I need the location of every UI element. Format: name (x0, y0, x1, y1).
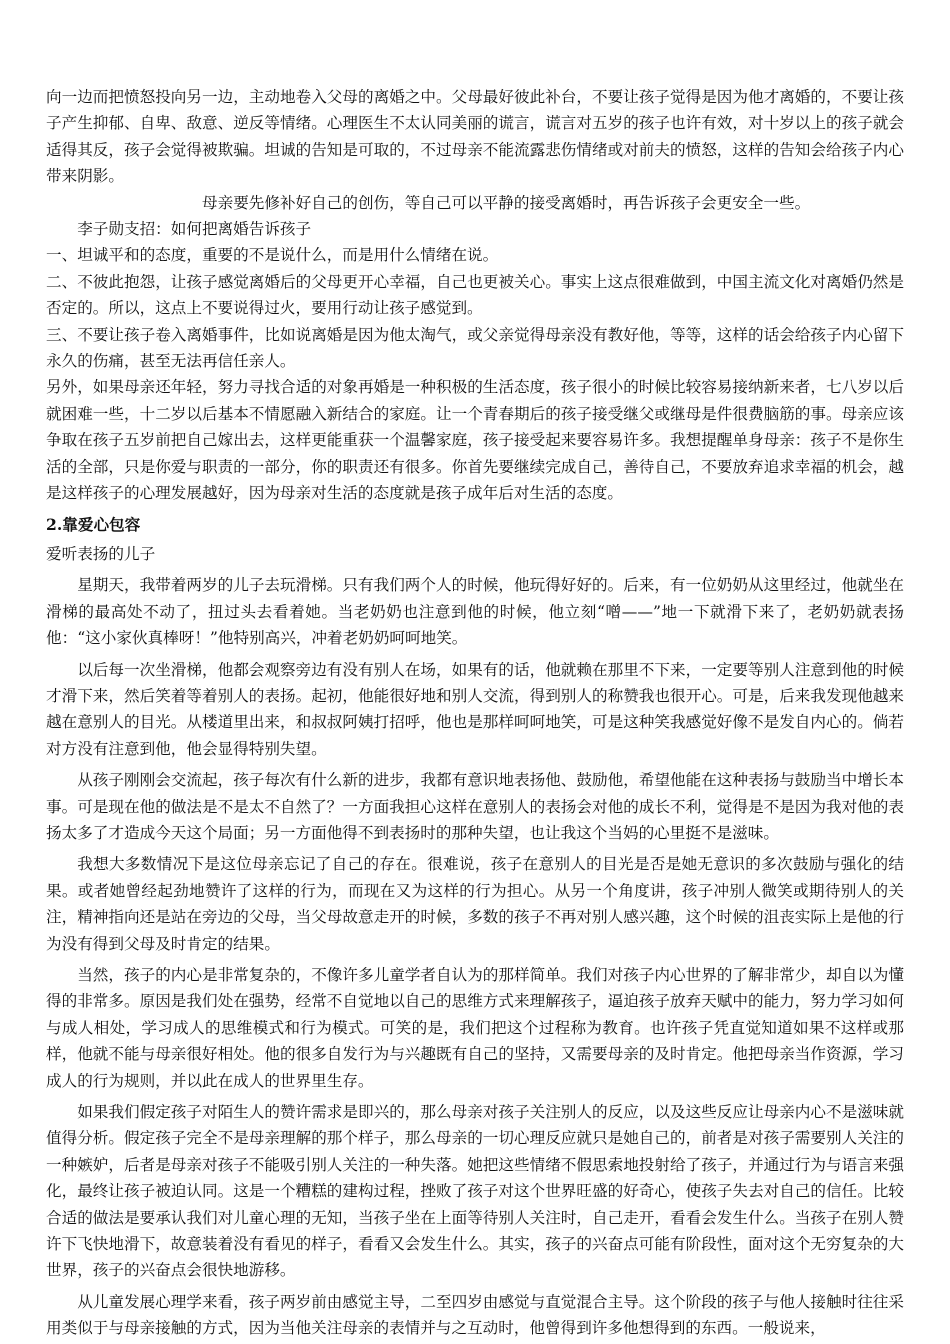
tip-item-3: 三、不要让孩子卷入离婚事件，比如说离婚是因为他太淘气，或父亲觉得母亲没有教好他，等等，这样的话会给孩子内心留下永久的伤痛，甚至无法再信任亲人。 (46, 325, 904, 371)
tips-title: 李子勋支招：如何把离婚告诉孩子 (77, 220, 312, 239)
story-paragraph-3: 从孩子刚刚会交流起，孩子每次有什么新的进步，我都有意识地表扬他、鼓励他，希望他能在这种表扬与鼓励当中增长本事。可是现在他的做法是不是太不自然了？一方面我担心这样在意别人的表扬会对他的成长不利，觉得是不是因为我对他的表扬太多了才造成今天这个局面；另一方面他得不到表扬时的那种失望，也让我这个当妈的心里挺不是滋味。 (46, 771, 904, 842)
paragraph-divorce-explanation: 向一边而把愤怒投向另一边，主动地卷入父母的离婚之中。父母最好彼此补台，不要让孩子觉得是因为他才离婚的，不要让孩子产生抑郁、自卑、敌意、逆反等情绪。心理医生不太认同美丽的谎言，谎言对五岁的孩子也许有效，对十岁以上的孩子就会适得其反，孩子会觉得被欺骗。坦诚的告知是可取的，不过母亲不能流露悲伤情绪或对前夫的愤怒，这样的告知会给孩子内心带来阴影。 (46, 88, 904, 186)
paragraph-remarriage: 另外，如果母亲还年轻，努力寻找合适的对象再婚是一种积极的生活态度，孩子很小的时候比较容易接纳新来者，七八岁以后就困难一些，十二岁以后基本不情愿融入新结合的家庭。让一个青春期后的孩子接受继父或继母是件很费脑筋的事。母亲应该争取在孩子五岁前把自己嫁出去，这样更能重获一个温馨家庭，孩子接受起来要容易许多。我想提醒单身母亲：孩子不是你生活的全部，只是你爱与职责的一部分，你的职责还有很多。你首先要继续完成自己，善待自己，不要放弃追求幸福的机会，越是这样孩子的心理发展越好，因为母亲对生活的态度就是孩子成年后对生活的态度。 (46, 378, 904, 503)
answer-paragraph-3: 如果我们假定孩子对陌生人的赞许需求是即兴的，那么母亲对孩子关注别人的反应，以及这些反应让母亲内心不是滋味就值得分析。假定孩子完全不是母亲理解的那个样子，那么母亲的一切心理反应就只是她自己的，前者是对孩子需要别人关注的一种嫉妒，后者是母亲对孩子不能吸引别人关注的一种失落。她把这些情绪不假思索地投射给了孩子，并通过行为与语言来强化，最终让孩子被迫认同。这是一个糟糕的建构过程，挫败了孩子对这个世界旺盛的好奇心，使孩子失去对自己的信任。比较合适的做法是要承认我们对儿童心理的无知，当孩子坐在上面等待别人关注时，自己走开，看看会发生什么。当孩子在别人赞许下飞快地滑下，故意装着没有看见的样子，看看又会发生什么。其实，孩子的兴奋点可能有阶段性，面对这个无穷复杂的大世界，孩子的兴奋点会很快地游移。 (46, 1103, 904, 1280)
story-title: 爱听表扬的儿子 (46, 544, 156, 563)
tip-item-1: 一、坦诚平和的态度，重要的不是说什么，而是用什么情绪在说。 (46, 246, 499, 265)
story-paragraph-1: 星期天，我带着两岁的儿子去玩滑梯。只有我们两个人的时候，他玩得好好的。后来，有一位奶奶从这里经过，他就坐在滑梯的最高处不动了，扭过头去看着她。当老奶奶也注意到他的时候，他立刻“噌——”地一下就滑下来了，老奶奶就表扬他：“这小家伙真棒呀！”他特别高兴，冲着老奶奶呵呵地笑。 (46, 576, 904, 648)
paragraph-divorce-explanation-tail: 母亲要先修补好自己的创伤，等自己可以平静的接受离婚时，再告诉孩子会更安全一些。 (202, 193, 811, 212)
story-paragraph-2: 以后每一次坐滑梯，他都会观察旁边有没有别人在场，如果有的话，他就赖在那里不下来，一定要等别人注意到他的时候才滑下来，然后笑着等着别人的表扬。起初，他能很好地和别人交流，得到别人的称赞我也很开心。可是，后来我发现他越来越在意别人的目光。从楼道里出来，和叔叔阿姨打招呼，他也是那样呵呵地笑，可是这种笑我感觉好像不是发自内心的。倘若对方没有注意到他，他会显得特别失望。 (46, 660, 904, 758)
answer-paragraph-4: 从儿童发展心理学来看，孩子两岁前由感觉主导，二至四岁由感觉与直觉混合主导。这个阶段的孩子与他人接触时往往采用类似于与母亲接触的方式，因为当他关注母亲的表情并与之互动时，他曾得到许多他想得到的东西。一般说来， (46, 1292, 904, 1338)
answer-paragraph-1: 我想大多数情况下是这位母亲忘记了自己的存在。很难说，孩子在意别人的目光是否是她无意识的多次鼓励与强化的结果。或者她曾经起劲地赞许了这样的行为，而现在又为这样的行为担心。从另一个角度讲，孩子冲别人微笑或期待别人的关注，精神指向还是站在旁边的父母，当父母故意走开的时候，多数的孩子不再对别人感兴趣，这个时候的沮丧实际上是他的行为没有得到父母及时肯定的结果。 (46, 855, 904, 953)
tip-item-2: 二、不彼此抱怨，让孩子感觉离婚后的父母更开心幸福，自己也更被关心。事实上这点很难做到，中国主流文化对离婚仍然是否定的。所以，这点上不要说得过火，要用行动让孩子感觉到。 (46, 272, 904, 318)
answer-paragraph-2: 当然，孩子的内心是非常复杂的，不像许多儿童学者自认为的那样简单。我们对孩子内心世界的了解非常少，却自以为懂得的非常多。原因是我们处在强势，经常不自觉地以自己的思维方式来理解孩子，逼迫孩子放弃天赋中的能力，努力学习如何与成人相处，学习成人的思维模式和行为模式。可笑的是，我们把这个过程称为教育。也许孩子凭直觉知道如果不这样或那样，他就不能与母亲很好相处。他的很多自发行为与兴趣既有自己的坚持，又需要母亲的及时肯定。他把母亲当作资源，学习成人的行为规则，并以此在成人的世界里生存。 (46, 966, 904, 1090)
section-heading: 2.靠爱心包容 (46, 514, 141, 534)
